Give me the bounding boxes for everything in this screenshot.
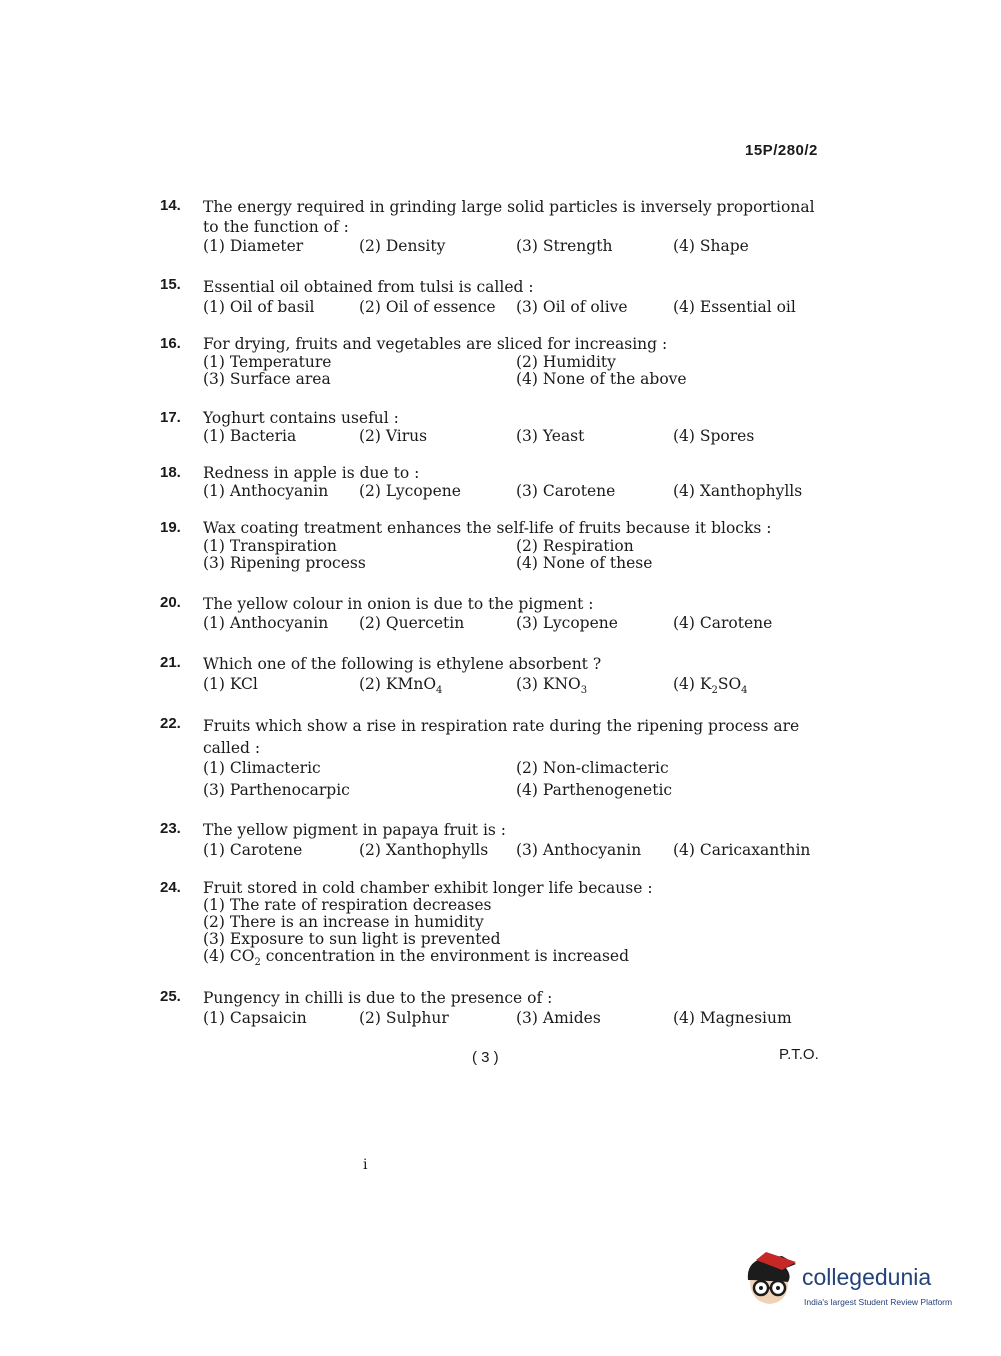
question-text: Wax coating treatment enhances the self-life of fruits because it blocks : bbox=[203, 519, 772, 537]
option-4: (4) Essential oil bbox=[673, 298, 796, 316]
options-row bbox=[203, 554, 825, 571]
option-4: (4) Magnesium bbox=[673, 1009, 792, 1027]
stray-mark: i bbox=[363, 1157, 368, 1173]
option-2: (2) Lycopene bbox=[359, 482, 461, 500]
option-2: (2) Respiration bbox=[516, 537, 634, 555]
options-row bbox=[203, 759, 825, 781]
option-1: (1) Anthocyanin bbox=[203, 482, 329, 500]
option-1: (1) Diameter bbox=[203, 237, 304, 255]
options-row bbox=[203, 675, 825, 695]
option-4: (4) None of these bbox=[516, 554, 653, 572]
paper-code: 15P/280/2 bbox=[745, 142, 818, 159]
question-text: Essential oil obtained from tulsi is called : bbox=[203, 278, 534, 296]
question-text: Fruit stored in cold chamber exhibit longer life because : bbox=[203, 879, 653, 897]
question-text: Fruits which show a rise in respiration rate during the ripening process are called : bbox=[203, 717, 800, 757]
option-1: (1) Carotene bbox=[203, 841, 303, 859]
question-17 bbox=[160, 409, 825, 447]
options-row bbox=[203, 370, 825, 387]
question-number: 17. bbox=[160, 409, 181, 426]
question-text: The yellow pigment in papaya fruit is : bbox=[203, 821, 507, 839]
option-2: (2) There is an increase in humidity bbox=[203, 913, 484, 931]
question-text: Pungency in chilli is due to the presence of : bbox=[203, 989, 553, 1007]
option-4: (4) Spores bbox=[673, 427, 755, 445]
question-23 bbox=[160, 820, 825, 861]
question-25 bbox=[160, 988, 825, 1029]
option-1: (1) Bacteria bbox=[203, 427, 297, 445]
question-number: 18. bbox=[160, 464, 181, 481]
option-1: (1) Climacteric bbox=[203, 759, 321, 777]
question-24 bbox=[160, 879, 825, 969]
brand-tagline: India's largest Student Review Platform bbox=[804, 1297, 953, 1307]
option-3: (3) Exposure to sun light is prevented bbox=[203, 930, 501, 948]
question-number: 23. bbox=[160, 820, 181, 837]
option-2: (2) KMnO$_4$ bbox=[359, 675, 443, 697]
option-4: (4) Caricaxanthin bbox=[673, 841, 811, 859]
mascot-icon bbox=[742, 1250, 800, 1310]
question-number: 16. bbox=[160, 335, 181, 352]
option-2: (2) Virus bbox=[359, 427, 428, 445]
option-2: (2) Oil of essence bbox=[359, 298, 496, 316]
option-1: (1) Transpiration bbox=[203, 537, 337, 555]
question-text: The yellow colour in onion is due to the pigment : bbox=[203, 595, 594, 613]
options-row bbox=[203, 237, 825, 257]
option-1: (1) The rate of respiration decreases bbox=[203, 896, 492, 914]
option-4: (4) Carotene bbox=[673, 614, 773, 632]
question-number: 20. bbox=[160, 594, 181, 611]
page-number: ( 3 ) bbox=[472, 1049, 499, 1066]
question-number: 24. bbox=[160, 879, 181, 896]
option-3: (3) Oil of olive bbox=[516, 298, 628, 316]
option-2: (2) Xanthophylls bbox=[359, 841, 489, 859]
option-4: (4) $K_2SO_4$ bbox=[673, 675, 748, 697]
question-16 bbox=[160, 335, 825, 387]
option-4: (4) Parthenogenetic bbox=[516, 781, 673, 799]
option-3: (3) Amides bbox=[516, 1009, 601, 1027]
option-3: (3) Surface area bbox=[203, 370, 331, 388]
question-number: 14. bbox=[160, 197, 181, 214]
question-21 bbox=[160, 654, 825, 695]
option-1: (1) Oil of basil bbox=[203, 298, 315, 316]
options-row bbox=[203, 537, 825, 554]
option-1: (1) Temperature bbox=[203, 353, 332, 371]
options-row bbox=[203, 427, 825, 447]
option-3: (3) $KNO_3$ bbox=[516, 675, 588, 697]
question-number: 22. bbox=[160, 715, 181, 732]
question-text: The energy required in grinding large solid particles is inversely proportional to the function of : bbox=[203, 198, 815, 236]
question-number: 21. bbox=[160, 654, 181, 671]
options-row bbox=[203, 482, 825, 502]
question-text: Yoghurt contains useful : bbox=[203, 409, 399, 427]
pto-label: P.T.O. bbox=[779, 1046, 819, 1063]
option-2: (2) Density bbox=[359, 237, 446, 255]
options-row bbox=[203, 353, 825, 370]
option-4: (4) Xanthophylls bbox=[673, 482, 803, 500]
question-19 bbox=[160, 519, 825, 571]
options-row bbox=[203, 781, 825, 798]
question-text: Which one of the following is ethylene absorbent ? bbox=[203, 655, 602, 673]
question-text: For drying, fruits and vegetables are sliced for increasing : bbox=[203, 335, 668, 353]
brand-name: collegedunia bbox=[802, 1264, 932, 1290]
question-22 bbox=[160, 715, 825, 798]
option-4: (4) None of the above bbox=[516, 370, 687, 388]
option-4: (4) $CO_2$ concentration in the environment is increased bbox=[203, 947, 630, 969]
option-3: (3) Strength bbox=[516, 237, 613, 255]
options-row bbox=[203, 298, 825, 318]
question-18 bbox=[160, 464, 825, 502]
option-1: (1) Anthocyanin bbox=[203, 614, 329, 632]
options-row bbox=[203, 841, 825, 861]
option-2: (2) Sulphur bbox=[359, 1009, 449, 1027]
option-3: (3) Parthenocarpic bbox=[203, 781, 350, 799]
option-3: (3) Ripening process bbox=[203, 554, 366, 572]
question-20 bbox=[160, 594, 825, 634]
option-1: (1) KCl bbox=[203, 675, 258, 693]
option-4: (4) Shape bbox=[673, 237, 749, 255]
question-14 bbox=[160, 197, 825, 257]
option-1: (1) Capsaicin bbox=[203, 1009, 307, 1027]
option-2: (2) Quercetin bbox=[359, 614, 465, 632]
option-3: (3) Lycopene bbox=[516, 614, 618, 632]
question-number: 19. bbox=[160, 519, 181, 536]
collegedunia-watermark bbox=[742, 1250, 972, 1310]
option-3: (3) Carotene bbox=[516, 482, 616, 500]
options-row bbox=[203, 1009, 825, 1029]
question-number: 25. bbox=[160, 988, 181, 1005]
question-text: Redness in apple is due to : bbox=[203, 464, 420, 482]
question-15 bbox=[160, 276, 825, 318]
option-3: (3) Yeast bbox=[516, 427, 585, 445]
option-2: (2) Non-climacteric bbox=[516, 759, 669, 777]
option-3: (3) Anthocyanin bbox=[516, 841, 642, 859]
option-2: (2) Humidity bbox=[516, 353, 616, 371]
options-row bbox=[203, 614, 825, 634]
question-number: 15. bbox=[160, 276, 181, 293]
